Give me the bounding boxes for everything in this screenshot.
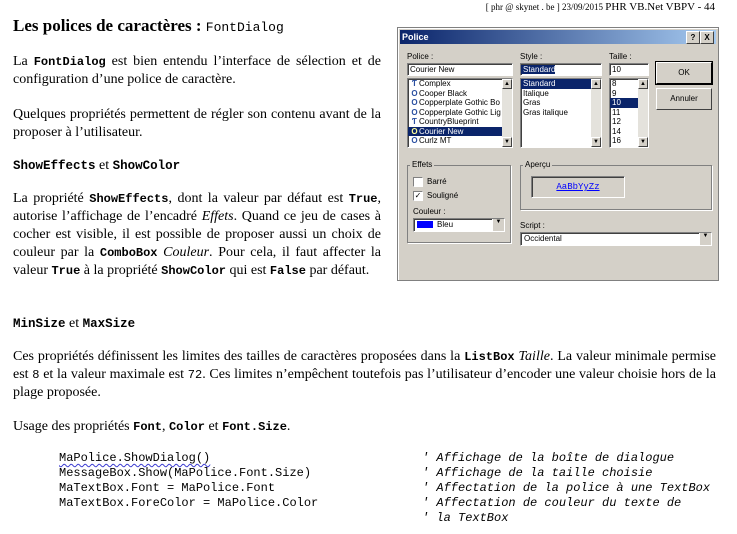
truetype-icon: Ƭ [412, 117, 417, 126]
preview-label: Aperçu [525, 160, 551, 169]
scroll-up-icon[interactable]: ▲ [638, 79, 648, 89]
opentype-icon: O [411, 98, 418, 107]
font-list-item[interactable]: OCurlz MT [411, 136, 452, 145]
code-comment: ' Affectation de la police à une TextBox [422, 481, 711, 495]
code-line: MaPolice.ShowDialog() [59, 451, 211, 465]
ok-button[interactable]: OK [656, 62, 712, 84]
code-comment: ' Affectation de couleur du texte de [422, 496, 682, 510]
code-line: MaTextBox.ForeColor = MaPolice.Color [59, 496, 319, 510]
size-input[interactable]: 10 [609, 63, 649, 76]
scroll-down-icon[interactable]: ▼ [638, 137, 648, 147]
title-code: FontDialog [205, 20, 284, 35]
paragraph-minsize: Ces propriétés définissent les limites des tailles de caractères proposées dans la ListBox Taille. La valeur minimale permise est 8 et la valeur maximale est 72. Ces limites n’empêchent toutefois pas l’utilisateur d’encoder une valeur choisie hors de la plage proposée. [13, 349, 717, 400]
page-header [486, 1, 715, 13]
style-list-item[interactable]: Italique [523, 88, 549, 98]
script-label: Script : [520, 221, 545, 230]
underline-label: Souligné [427, 191, 459, 200]
size-list-scrollbar[interactable] [638, 79, 648, 147]
size-list-item[interactable]: 11 [612, 107, 621, 117]
dialog-title: Police [402, 32, 429, 42]
color-label: Couleur : [413, 207, 446, 216]
font-dialog [397, 27, 719, 281]
code-comment: ' Affichage de la boîte de dialogue [422, 451, 675, 465]
font-list-scrollbar[interactable] [502, 79, 512, 147]
size-list-item[interactable]: 16 [612, 136, 621, 145]
style-input[interactable]: Standard [520, 63, 602, 76]
underline-checkbox[interactable] [413, 191, 423, 201]
opentype-icon: O [411, 126, 418, 136]
opentype-icon: O [411, 136, 418, 145]
chevron-down-icon[interactable]: ▼ [492, 219, 504, 231]
chevron-down-icon[interactable]: ▼ [699, 233, 711, 245]
font-list-item-selected[interactable]: OCourier New [408, 127, 512, 137]
header-meta: [ phr @ skynet . be ] 23/09/2015 [485, 2, 604, 12]
scroll-up-icon[interactable]: ▲ [591, 79, 601, 89]
help-button[interactable]: ? [686, 31, 700, 44]
strike-checkbox[interactable] [413, 177, 423, 187]
header-doc: PHR VB.Net VBPV - 44 [605, 1, 715, 13]
subheading-minsize: MinSize et MaxSize [13, 316, 136, 331]
style-list-item[interactable]: Gras [523, 98, 541, 107]
paragraph-showeffects: La propriété ShowEffects, dont la valeur par défaut est True, autorise l’affichage de l’encadré Effets. Quand ce jeu de cases à cocher est visible, il est possible de proposer aussi un choix de couleur par la ComboBox Couleur. Pour cela, il faut affecter la valeur True à la propriété ShowColor qui est False par défaut. [13, 191, 382, 278]
code-line: MessageBox.Show(MaPolice.Font.Size) [59, 466, 312, 480]
size-list-item[interactable]: 14 [612, 126, 621, 136]
size-list[interactable] [609, 78, 649, 148]
size-label: Taille : [609, 52, 632, 61]
size-list-item-selected[interactable]: 10 [610, 98, 648, 108]
style-label: Style : [520, 52, 543, 61]
cancel-button[interactable]: Annuler [656, 88, 712, 110]
style-list-scrollbar[interactable] [591, 79, 601, 147]
truetype-icon: Ƭ [412, 79, 417, 88]
size-list-item[interactable]: 12 [612, 117, 621, 126]
scroll-down-icon[interactable]: ▼ [591, 137, 601, 147]
close-button[interactable]: X [700, 31, 714, 44]
font-list-item[interactable]: OCooper Black [411, 88, 468, 98]
code-comments [422, 451, 710, 526]
code-line: MaTextBox.Font = MaPolice.Font [59, 481, 276, 495]
font-list-item[interactable]: OCopperplate Gothic Lig [411, 107, 501, 117]
title-text: Les polices de caractères : [13, 16, 202, 35]
font-list-item[interactable]: OCopperplate Gothic Bo [411, 98, 500, 107]
dialog-titlebar [400, 30, 716, 44]
opentype-icon: O [411, 107, 418, 117]
style-list-item-selected[interactable]: Standard [521, 79, 601, 89]
scroll-down-icon[interactable]: ▼ [502, 137, 512, 147]
font-list[interactable] [407, 78, 513, 148]
strike-label: Barré [427, 177, 447, 186]
code-fontdialog: FontDialog [33, 55, 106, 69]
opentype-icon: O [411, 88, 418, 98]
size-list-item[interactable]: 9 [612, 88, 617, 98]
preview-box: AaBbYyZz [531, 176, 625, 198]
code-comment: ' Affichage de la taille choisie [422, 466, 653, 480]
effects-label: Effets [412, 160, 433, 169]
code-comment: ' la TextBox [422, 511, 509, 525]
size-list-item[interactable]: 8 [612, 79, 617, 88]
style-list[interactable] [520, 78, 602, 148]
font-list-item[interactable]: Ƭ CountryBlueprint [408, 117, 512, 127]
subheading-showeffects: ShowEffects et ShowColor [13, 158, 181, 173]
code-block [59, 451, 318, 511]
font-input[interactable]: Courier New [407, 63, 513, 76]
style-list-item[interactable]: Gras italique [523, 107, 568, 117]
script-dropdown[interactable]: Occidental ▼ [520, 232, 712, 246]
paragraph-intro: La FontDialog est bien entendu l’interface de sélection et de configuration d’une police de caractère. [13, 54, 381, 87]
check-icon: ✓ [414, 191, 422, 200]
color-swatch [417, 221, 433, 228]
color-dropdown[interactable]: Bleu ▼ [413, 218, 505, 232]
font-list-item[interactable]: Ƭ Complex [408, 79, 512, 89]
font-label: Police : [407, 52, 434, 61]
paragraph-usage: Usage des propriétés Font, Color et Font.Size. [13, 419, 291, 434]
page-title [13, 16, 284, 36]
scroll-up-icon[interactable]: ▲ [502, 79, 512, 89]
paragraph-properties: Quelques propriétés permettent de régler son contenu avant de la proposer à l’utilisateur. [13, 107, 381, 140]
